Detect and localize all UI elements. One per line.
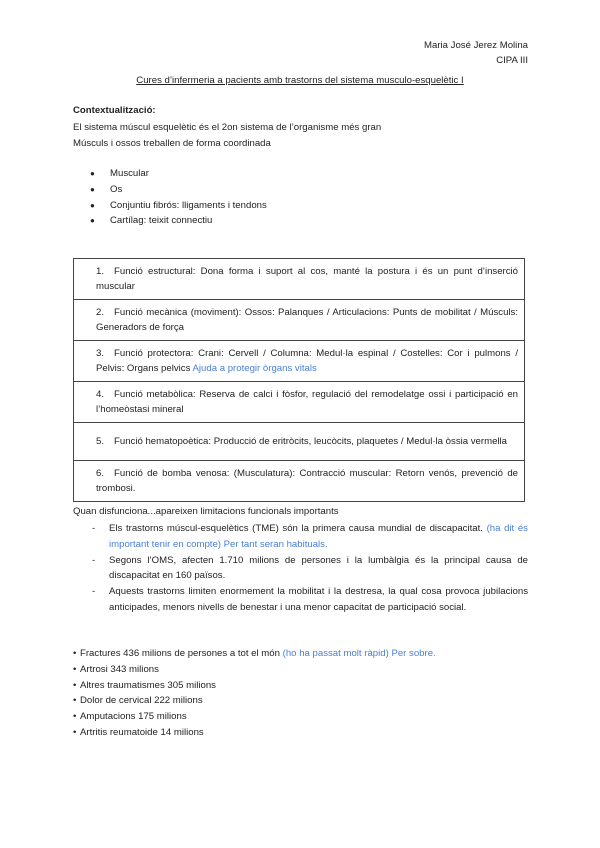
table-cell xyxy=(74,300,525,341)
item-text: Amputacions 175 milions xyxy=(80,711,187,723)
list-item: ● Muscular xyxy=(90,166,267,182)
list-item xyxy=(90,553,528,585)
stats-list xyxy=(73,646,436,741)
annotation-note: (ho ha passat molt ràpid) Per sobre. xyxy=(282,648,436,659)
item-number: 1. xyxy=(96,266,105,277)
list-item xyxy=(73,693,436,709)
functions-table xyxy=(73,258,525,502)
item-text: Artrosi 343 milions xyxy=(80,663,159,675)
table-cell xyxy=(74,382,525,423)
table-row xyxy=(74,300,525,341)
table-row xyxy=(74,423,525,461)
item-text: Altres traumatismes 305 milions xyxy=(80,679,216,691)
annotation-note: (ha dit és important tenir en compte) Per tant seran habituals. xyxy=(109,523,528,550)
item-text: Els trastorns múscul-esquelètics (TME) són la primera causa mundial de discapacitat. xyxy=(109,523,483,534)
table-row xyxy=(74,382,525,423)
list-item xyxy=(73,725,436,741)
table-row xyxy=(74,259,525,300)
table-row xyxy=(74,341,525,382)
item-number: 5. xyxy=(96,436,105,447)
item-text: Aquests trastorns limiten enormement la mobilitat i la destresa, la qual cosa provoca jubilacions anticipades, menors nivells de benestar i una menor capacitat de participació social. xyxy=(109,586,528,613)
item-text: Fractures 436 milions de persones a tot el món xyxy=(80,648,280,659)
tissue-list xyxy=(90,166,267,229)
list-item xyxy=(90,521,528,553)
dysfunction-list xyxy=(90,521,528,616)
table-cell xyxy=(74,461,525,502)
table-cell xyxy=(74,341,525,382)
table-cell xyxy=(74,423,525,461)
function-text: Funció de bomba venosa: (Musculatura): Contracció muscular: Retorn venós, prevenció de trombosi. xyxy=(96,468,518,494)
item-number: 4. xyxy=(96,389,105,400)
author-name: Maria José Jerez Molina xyxy=(424,40,528,51)
list-item xyxy=(90,584,528,616)
list-item xyxy=(73,662,436,678)
intro-text xyxy=(73,120,381,151)
table-row xyxy=(74,461,525,502)
item-number: 2. xyxy=(96,307,105,318)
function-text: Funció estructural: Dona forma i suport al cos, manté la postura i és un punt d’inserció muscular xyxy=(96,266,518,292)
function-text: Funció metabòlica: Reserva de calci i fòsfor, regulació del remodelatge ossi i participació en l’homeòstasi mineral xyxy=(96,389,518,415)
item-text: Segons l’OMS, afecten 1.710 milions de persones i la lumbàlgia és la principal causa de discapacitat en 160 països. xyxy=(109,554,528,582)
section-heading: Contextualització: xyxy=(73,105,156,116)
list-item xyxy=(73,646,436,662)
list-item: ● Cartílag: teixit connectiu xyxy=(90,213,267,229)
dysfunction-intro: Quan disfunciona...apareixen limitacions funcionals importants xyxy=(73,506,339,517)
list-item xyxy=(73,678,436,694)
item-number: 3. xyxy=(96,348,105,359)
annotation-note: Ajuda a protegir òrgans vitals xyxy=(192,363,317,374)
function-text: Funció hematopoètica: Producció de eritròcits, leucòcits, plaquetes / Medul·la òssia vermella xyxy=(114,436,508,447)
intro-line: El sistema múscul esquelètic és el 2on sistema de l’organisme més gran xyxy=(73,122,382,133)
author-block xyxy=(424,38,528,68)
document-title: Cures d’infermeria a pacients amb trastorns del sistema musculo-esquelètic I xyxy=(136,75,464,86)
table-cell xyxy=(74,259,525,300)
item-text: Dolor de cervical 222 milions xyxy=(80,695,203,707)
item-number: 6. xyxy=(96,468,105,479)
list-item: ● Os xyxy=(90,182,267,198)
course-name: CIPA III xyxy=(496,55,528,66)
intro-line: Músculs i ossos treballen de forma coordinada xyxy=(73,137,271,149)
list-item: ● Conjuntiu fibrós: lligaments i tendons xyxy=(90,198,267,214)
list-item xyxy=(73,709,436,725)
function-text: Funció mecànica (moviment): Ossos: Palanques / Articulacions: Punts de mobilitat / Músculs: Generadors de força xyxy=(96,307,518,333)
function-text: Funció protectora: Crani: Cervell / Columna: Medul·la espinal / Costelles: Cor i pulmons / Pelvis: Organs pelvics xyxy=(96,348,518,374)
item-text: Artritis reumatoide 14 milions xyxy=(80,726,204,738)
